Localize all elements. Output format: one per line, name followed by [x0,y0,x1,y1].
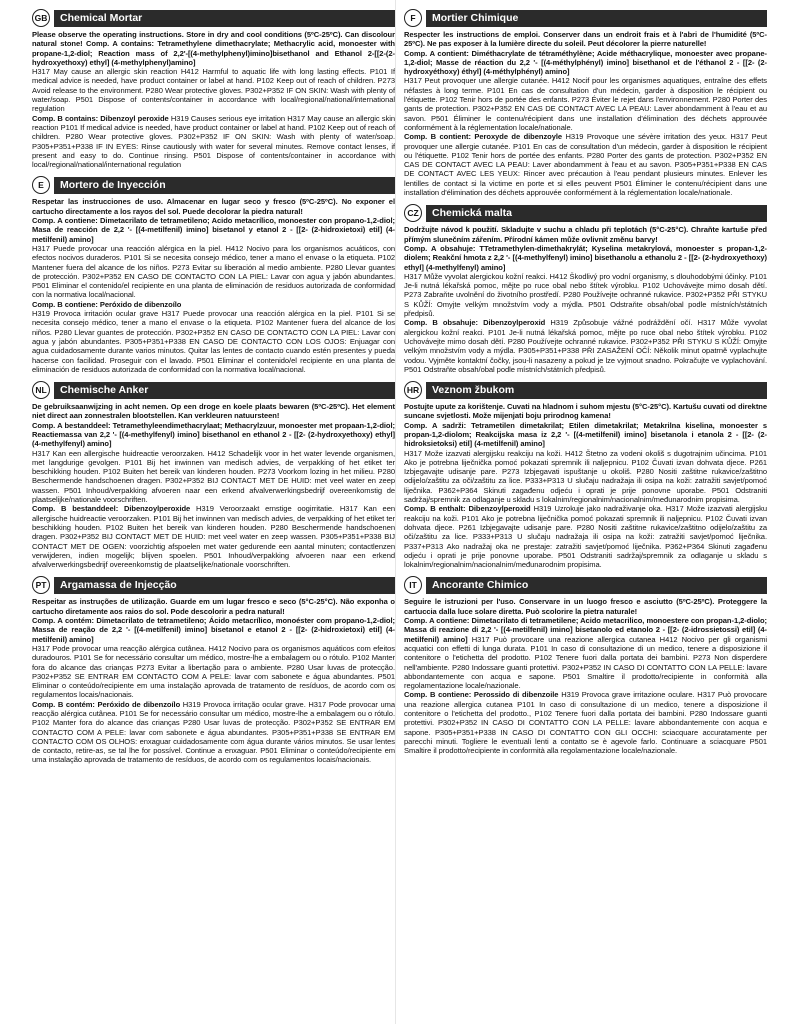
comp-a-heading: Comp. A contiene: Dimetacrilato de tetrametileno; Acido metacrílico, monoester con propano-1,2-diol; Masa de reacción de 2,2 '- [(4-metilfenil) imino] bisetanol y etanol 2 - [[2- (2-hidroxietoxi) etil] (4-metilfenil) amino] [32,216,395,244]
comp-a-text: H317 Peut provoquer une allergie cutanée. H412 Nocif pour les organismes aquatiques, entraîne des effets néfastes à long terme. P101 En cas de consultation d'un médecin, garder à disposition le récipient ou l'étiquette. P102 Tenir hors de portée des enfants. P273 Éviter le rejet dans l'environnement. P280 Porter des gants de protection. P302+P352 EN CAS DE CONTACT AVEC LA PEAU: Laver abondamment à l'eau et au savon. P501 Éliminer le contenu/récipient dans une installation d'élimination des déchets approuvée conformément à la réglementation locale/nationale. [404,76,767,132]
language-badge: E [32,176,50,194]
section-f [404,8,767,197]
comp-a-text: H317 Kan een allergische huidreactie veroorzaken. H412 Schadelijk voor in het water levende organismen, met langdurige gevolgen. P101 Bij het inwinnen van medisch advies, de verpakking of het etiket ter beschikking houden. P102 Buiten het bereik van kinderen houden. P273 Voorkom lozing in het milieu. P280 Beschermende handschoenen dragen. P302+P352 BIJ CONTACT MET DE HUID: met veel water en zeep wassen. P501 Inhoud/verpakking afvoeren naar een erkend afvalverwerkingsbedrijf overeenkomstig de plaatselijke/nationale voorschriften. [32,448,395,505]
section-gb [32,8,395,169]
section-header [404,380,767,400]
comp-b-text: H319 Provoque une sévère irritation des yeux. H317 Peut provoquer une allergie cutanée. P101 En cas de consultation d'un médecin, garder à disposition le récipient ou l'étiquette. P102 Tenir hors de portée des enfants. P280 Porter des gants de protection. P302+P352 EN CAS DE CONTACT AVEC LA PEAU: Laver abondamment à l'eau et au savon. P305+P351+P338 EN CAS DE CONTACT AVEC LES YEUX: Rincer avec précaution à l'eau pendant plusieurs minutes. Enlever les lentilles de contact si la victime en porte et si elles peuvent P501 Éliminer le contenu/récipient dans une installation d'élimination des déchets approuvée conformément à la réglementation locale/nationale. [404,132,767,198]
language-badge: PT [32,576,50,594]
section-pt [32,575,395,764]
section-it [404,575,767,755]
section-title: Chemická malta [426,205,767,222]
comp-a-text: H317 Puede provocar una reacción alérgica en la piel. H412 Nocivo para los organismos acuáticos, con efectos nocivos duraderos. P101 Si se necesita consejo médico, tener a mano el envase o la etiqueta. P102 Mantener fuera del alcance de los niños. P273 Evitar su liberación al medio ambiente. P280 Llevar guantes de protección. P302+P352 EN CASO DE CONTACTO CON LA PIEL: Lavar con agua y jabón abundantes. P501 Eliminar el contenido/el recipiente en una planta de eliminación de residuos autorizada de conformidad con la normativa local/nacional. [32,243,395,300]
comp-a-text: H317 Může vyvolat alergickou kožní reakci. H412 Škodlivý pro vodní organismy, s dlouhodobými účinky. P101 Je-li nutná lékařská pomoc, mějte po ruce obal nebo štítek výrobku. P102 Uchovávejte mimo dosah dětí. P273 Zabraňte uvolnění do životního prostředí. P280 Používejte ochranné rukavice. P302+P352 PŘI STYKU S KŮŽÍ: Omyjte velkým množstvím vody a mýdla. P501 Odstraňte obsah/obal podle místních/státních předpisů. [404,271,767,319]
intro-text: De gebruiksaanwijzing in acht nemen. Op een droge en koele plaats bewaren (5ºC-25ºC). Het element niet direct aan zonnestralen blootstellen. Kan verkleuren natuursteen! [32,402,395,421]
comp-b-heading: Comp. B contiene: Peróxido de dibenzoílo [32,299,182,309]
intro-text: Respeitar as instruções de utilização. Guarde em um lugar fresco e seco (5°C-25°C). Não exponha o cartucho diretamente aos raios do sol. Pode descolorir a pedra natural! [32,597,395,616]
section-header [32,575,395,595]
comp-b-text: H319 Provoca irritação ocular grave. H317 Pode provocar uma reacção alérgica cutânea. P101 Se for necessário consultar um médico, mostre-lhe a embalagem ou o rótulo. P102 Manter fora do alcance das crianças P280 Usar luvas de protecção. P302+P352 SE ENTRAR EM CONTACTO COM A PELE: lavar com sabonete e água abundantes. P305+P351+P338 SE ENTRAR EM CONTACTO COM OS OLHOS: enxaguar cuidadosamente com água durante vários minutos. Se usar lentes de contacto, retire-as, se tal lhe for possível. Continue a enxaguar. P501 Eliminar o conteúdo/recipiente em uma instalação aprovada de tratamento de resíduos, de acordo com os regulamentos locais/nacionais. [32,699,395,765]
right-column [404,8,767,761]
left-column [32,8,395,771]
section-body [32,30,395,169]
intro-text: Respetar las instrucciones de uso. Almacenar en lugar seco y fresco (5ºC-25ºC). No exponer el cartucho directamente a los rayos del sol. Puede decolorar la piedra natural! [32,197,395,216]
intro-text: Dodržujte návod k použití. Skladujte v suchu a chladu při teplotách (5°C-25°C). Chraňte kartuše před přímým slunečním zářením. Přírodní kámen může ovlivnit změnu barvy! [404,225,767,244]
section-header [404,8,767,28]
comp-a-heading: Comp. A contient: Diméthacrylate de tétraméthylène; Acide méthacrylique, monoester avec propane-1,2-diol; Masse de réaction du 2,2 '- [(4-méthylphényl) imino] bisethanol et de l'éthanol 2 - [[2- (2-hydroxyéthoxy) éthyl] (4-méthylphényl) amino] [404,48,767,77]
section-body [404,402,767,569]
comp-a-heading: Comp. A sadrži: Tetrametilen dimetakrilat; Etilen dimetakrilat; Metakrilna kiselina, monoester s propan-1,2-diolom; Reakcijska masa iz 2,2 '- [(4-metilfenil) imino] bisetanola i etanola 2 - [[2- (2-hidroksietoksi) etil] (4-metilfenil) amino] [404,420,767,449]
intro-text: Please observe the operating instructions. Store in dry and cool conditions (5ºC-25ºC). Can discolour natural stone! Comp. A contains: Tetramethylene dimethacrylate; Methacrylic acid, monoester with propane-1,2-diol; Reaction mass of 2,2'-[(4-methylphenyl)imino]bisethanol and Ethanol 2-[[2-(2-hydroxyethoxy) ethyl] (4-methylphenyl)amino] [32,30,395,67]
section-hr [404,380,767,569]
section-header [32,175,395,195]
section-body [32,597,395,764]
comp-b-text: H319 Provoca irritación ocular grave H317 Puede provocar una reacción alérgica en la piel. P101 Si se necesita consejo médico, tener a mano el envase o la etiqueta. P102 Mantener fuera del alcance de los niños. P280 Llevar guantes de protección. P302+P352 EN CASO DE CONTACTO CON LA PIEL: Lavar con agua y jabón abundantes. P305+P351+P338 EN CASO DE CONTACTO CON LOS OJOS: Enjuagar con agua cuidadosamente durante varios minutos. Quitar las lentes de contacto cuando estén presentes y pueda hacerse con facilidad. Proseguir con el lavado. P501 Eliminar el contenido/el recipiente en una planta de eliminación de residuos autorizada de conformidad con la normativa local/nacional. [32,309,395,374]
comp-b-heading: Comp. B contient: Peroxyde de dibenzoyle [404,132,563,142]
section-header [404,203,767,223]
section-header [404,575,767,595]
intro-text: Respecter les instructions de emploi. Conserver dans un endroit frais et à l'abri de l'humidité (5ºC-25ºC). Ne pas exposer à la lumière directe du soleil. Peut décolorer la pierre naturelle! [404,30,767,49]
section-title: Mortero de Inyección [54,177,395,194]
comp-b-heading: Comp. B enthalt: Dibenzoylperoxid [404,504,531,514]
comp-b-text: H319 Způsobuje vážné podráždění očí. H317 Může vyvolat alergickou kožní reakci. P101 Je-li nutná lékařská pomoc, mějte po ruce obal nebo štítek výrobku. P102 Uchovávejte mimo dosah dětí. P280 Používejte ochranné rukavice. P302+P352 PŘI STYKU S KŮŽÍ: Omyjte velkým množstvím vody a mýdla. P305+P351+P338 PŘI ZASAŽENÍ OČÍ: Několik minut opatrně vyplachujte vodou. Vyjměte kontaktní čočky, jsou-li nasazeny a pokud je lze vyjmout snadno. Pokračujte ve vyplachování. P501 Odstraňte obsah/obal podle místních/státních předpisů. [404,318,768,374]
comp-a-text: H317 Può provocare una reazione allergica cutanea H412 Nocivo per gli organismi acquatici con effetti di lunga durata. P101 In caso di consultazione di un medico, tenere a disposizione il contenitore o l'etichetta del prodotto. P102 Tenere fuori dalla portata dei bambini. P273 Non disperdere nell'ambiente. P280 Indossare guanti protettivi. P302+P352 IN CASO DI CONTATTO CON LA PELLE: lavare abbondantemente con acqua e sapone. P501 Smaltire il prodotto/recipiente in conformità alla regolamentazione locale/nazionale. [404,634,768,691]
language-badge: IT [404,576,422,594]
section-title: Ancorante Chimico [426,577,767,594]
comp-b-text: H319 Causes serious eye irritation H317 May cause an allergic skin reaction P101 If medical advice is needed, have product container or label at hand. P102 Keep out of reach of children. P280 Wear protective gloves. P302+P352 IF ON SKIN: Wash with plenty of water/soap. P305+P351+P338 IF IN EYES: Rinse cautiously with water for several minutes. Remove contact lenses, if present and easy to do. Continue rinsing. P501 Dispose of contents/container in accordance with local/regional/national/international regulation [32,113,395,170]
section-title: Chemical Mortar [54,10,395,27]
comp-b-text: H319 Veroorzaakt ernstige oogirritatie. H317 Kan een allergische huidreactie veroorzaken. P101 Bij het inwinnen van medisch advies, de verpakking of het etiket ter beschikking houden. P102 Buiten het bereik van kinderen houden. P280 Beschermende handschoenen dragen. P302+P352 BIJ CONTACT MET DE HUID: met veel water en zeep wassen. P305+P351+P338 BIJ CONTACT MET DE OGEN: voorzichtig afspoelen met water gedurende een aantal minuten; contactlenzen verwijderen, indien mogelijk; blijven spoelen. P501 Inhoud/verpakking afvoeren naar een erkend afvalverwerkingsbedrijf overeenkomstig de plaatselijke/nationale voorschriften. [32,504,396,570]
language-badge: HR [404,381,422,399]
comp-b-heading: Comp. B contém: Peróxido de dibenzoílo [32,699,181,709]
section-title: Argamassa de Injecção [54,577,395,594]
comp-a-text: H317 Pode provocar uma reacção alérgica cutânea. H412 Nocivo para os organismos aquáticos com efeitos duradouros. P101 Se for necessário consultar um médico, mostre-lhe a embalagem ou o rótulo. P102 Manter fora do alcance das crianças P273 Evitar a libertação para o ambiente. P280 Usar luvas de protecção. P302+P352 SE ENTRAR EM CONTACTO COM A PELE: lavar com sabonete e água abundantes. P501 Eliminar o conteúdo/recipiente em uma instalação aprovada de tratamento de resíduos, de acordo com os regulamentos locais/nacionais. [32,643,395,700]
section-body [32,402,395,569]
comp-b-text: H319 Uzrokuje jako nadraživanje oka. H317 Može izazvati alergijsku reakciju na koži. P101 Ako je potrebna liječnička pomoć pokazati spremnik ili naljepnicu. P102 Čuvati izvan dohvata djece. P261 Izbjegavajte udisanje pare. P280 Nositi zaštitne rukavice/zaštitno odijelo/zaštitu za oči/zaštitu za lice. P333+P313 U slučaju nadražaja ili osipa na koži: zatražiti savjet/pomoć liječnika. P337+P313 Ako nadražaj oka ne prestaje: zatražiti savjet/pomoć liječnika. P362+P364 Skinuti zagađenu odjeću i oprati je prije ponovne uporabe. P501 Odstraniti sadržaj/spremnik za odlaganje u skladu s lokalnim/regionalnim/nacionalnim/međunarodnim propisima. [404,504,768,570]
comp-b-heading: Comp. B bestanddeel: Dibenzoylperoxide [32,504,191,514]
comp-a-heading: Comp. A contém: Dimetacrilato de tetrametileno; Ácido metacrílico, monoéster com propano-1,2-diol; Massa de reação de 2,2 '- [(4-metilfenil) imino] bisetanol e etanol 2 - [[2- (2-hidroxietoxi) etil] (4-metilfenil) amino] [32,616,395,644]
comp-b-text: H319 Provoca grave irritazione oculare. H317 Può provocare una reazione allergica cutanea P101 In caso di consultazione di un medico, tenere a disposizione il contenitore o l'etichetta del prodotto., P102 Tenere fuori dalla portata dei bambini. P280 Indossare guanti protettivi. P302+P352 IN CASO DI CONTATTO CON LA PELLE: lavare abbondantemente con acqua e sapone. P305+P351+P338 IN CASO DI CONTATTO CON GLI OCCHI: sciacquare accuratamente per parecchi minuti. Togliere le eventuali lenti a contatto se è agevole farlo. Continuare a sciacquare P501 Smaltire il prodotto/recipiente in conformità alla regolamentazione locale/nazionale. [404,690,768,756]
comp-a-text: H317 Može izazvati alergijsku reakciju na koži. H412 Štetno za vodeni okoliš s dugotrajnim učincima. P101 Ako je potrebna liječnička pomoć pokazati spremnik ili naljepnicu. P102 Čuvati izvan dohvata djece. P261 Izbjegavajte udisanje pare. P273 Izbjegavati ispuštanje u okoliš. P280 Nositi zaštitne rukavice/zaštitno odijelo/zaštitu za oči/zaštitu za lice. P333+P313 U slučaju nadražaja ili osipa na koži: zatražiti savjet/pomoć liječnika. P362+P364 Skinuti zagađenu odjeću i oprati je prije ponovne uporabe. P501 Odstraniti sadržaj/spremnik za odlaganje u skladu s lokalnim/regionalnim/nacionalnim/međunarodnim propisima. [404,448,767,505]
language-badge: CZ [404,204,422,222]
section-title: Chemische Anker [54,382,395,399]
section-body [32,197,395,374]
section-body [404,597,767,755]
comp-a-text: H317 May cause an allergic skin reaction H412 Harmful to aquatic life with long lasting effects. P101 If medical advice is needed, have product container or label at hand. P102 Keep out of reach of children. P273 Avoid release to the environment. P280 Wear protective gloves. P302+P352 IF ON SKIN: Wash with plenty of water/soap. P501 Dispose of contents/container in accordance with local/regional/national/international regulation [32,67,395,114]
comp-a-heading: Comp. A obsahuje: TTetramethylen-dimethakrylát; Kyselina metakrylová, monoester s propan-1,2-diolem; Reakční hmota z 2,2 '- [(4-methylfenyl) imino] bisethanolu a ethanolu 2 - [[2- (2-hydroxyethoxy) ethyl] (4-methylfenyl) amino] [404,243,767,272]
section-body [404,30,767,197]
intro-text: Postujte upute za korištenje. Cuvati na hladnom i suhom mjestu (5°C-25°C). Kartušu cuvati od direktne suncane svjetlosti. Može mijenjati boju prirodnog kamena! [404,402,767,421]
section-nl [32,380,395,569]
comp-a-heading: Comp. A bestanddeel: Tetramethyleendimethacrylaat; Methacrylzuur, monoester met propaan-1,2-diol; Reactiemassa van 2,2 '- [(4-methylfenyl) imino] bisethanol en ethanol 2 - [[2- (2-hydroxyethoxy) ethyl] (4-methylfenyl) amino] [32,420,395,449]
comp-a-heading: Comp. A contiene: Dimetacrilato di tetrametilene; Acido metacrilico, monoestere con propan-1,2-diolo; Massa di reazione di 2,2 '- [(4-metilfenil) imino] bisetanolo ed etanolo 2 - [[2- (2-idrossietossi) etil] (4-metilfenil) amino] [404,616,767,644]
section-header [32,8,395,28]
section-body [404,225,767,374]
section-e [32,175,395,374]
comp-b-heading: Comp. B contiene: Perossido di dibenzoile [404,690,559,700]
language-badge: F [404,9,422,27]
language-badge: GB [32,9,50,27]
intro-text: Seguire le istruzioni per l'uso. Conservare in un luogo fresco e asciutto (5ºC-25ºC). Proteggere la cartuccia dalla luce solare diretta. Può scolorire la pietra naturale! [404,597,767,616]
column-divider [395,0,396,1024]
section-title: Mortier Chimique [426,10,767,27]
comp-b-heading: Comp. B contains: Dibenzoyl peroxide [32,113,169,123]
comp-b-heading: Comp. B obsahuje: Dibenzoylperoxid [404,318,546,328]
section-cz [404,203,767,374]
section-title: Veznom žbukom [426,382,767,399]
section-header [32,380,395,400]
language-badge: NL [32,381,50,399]
